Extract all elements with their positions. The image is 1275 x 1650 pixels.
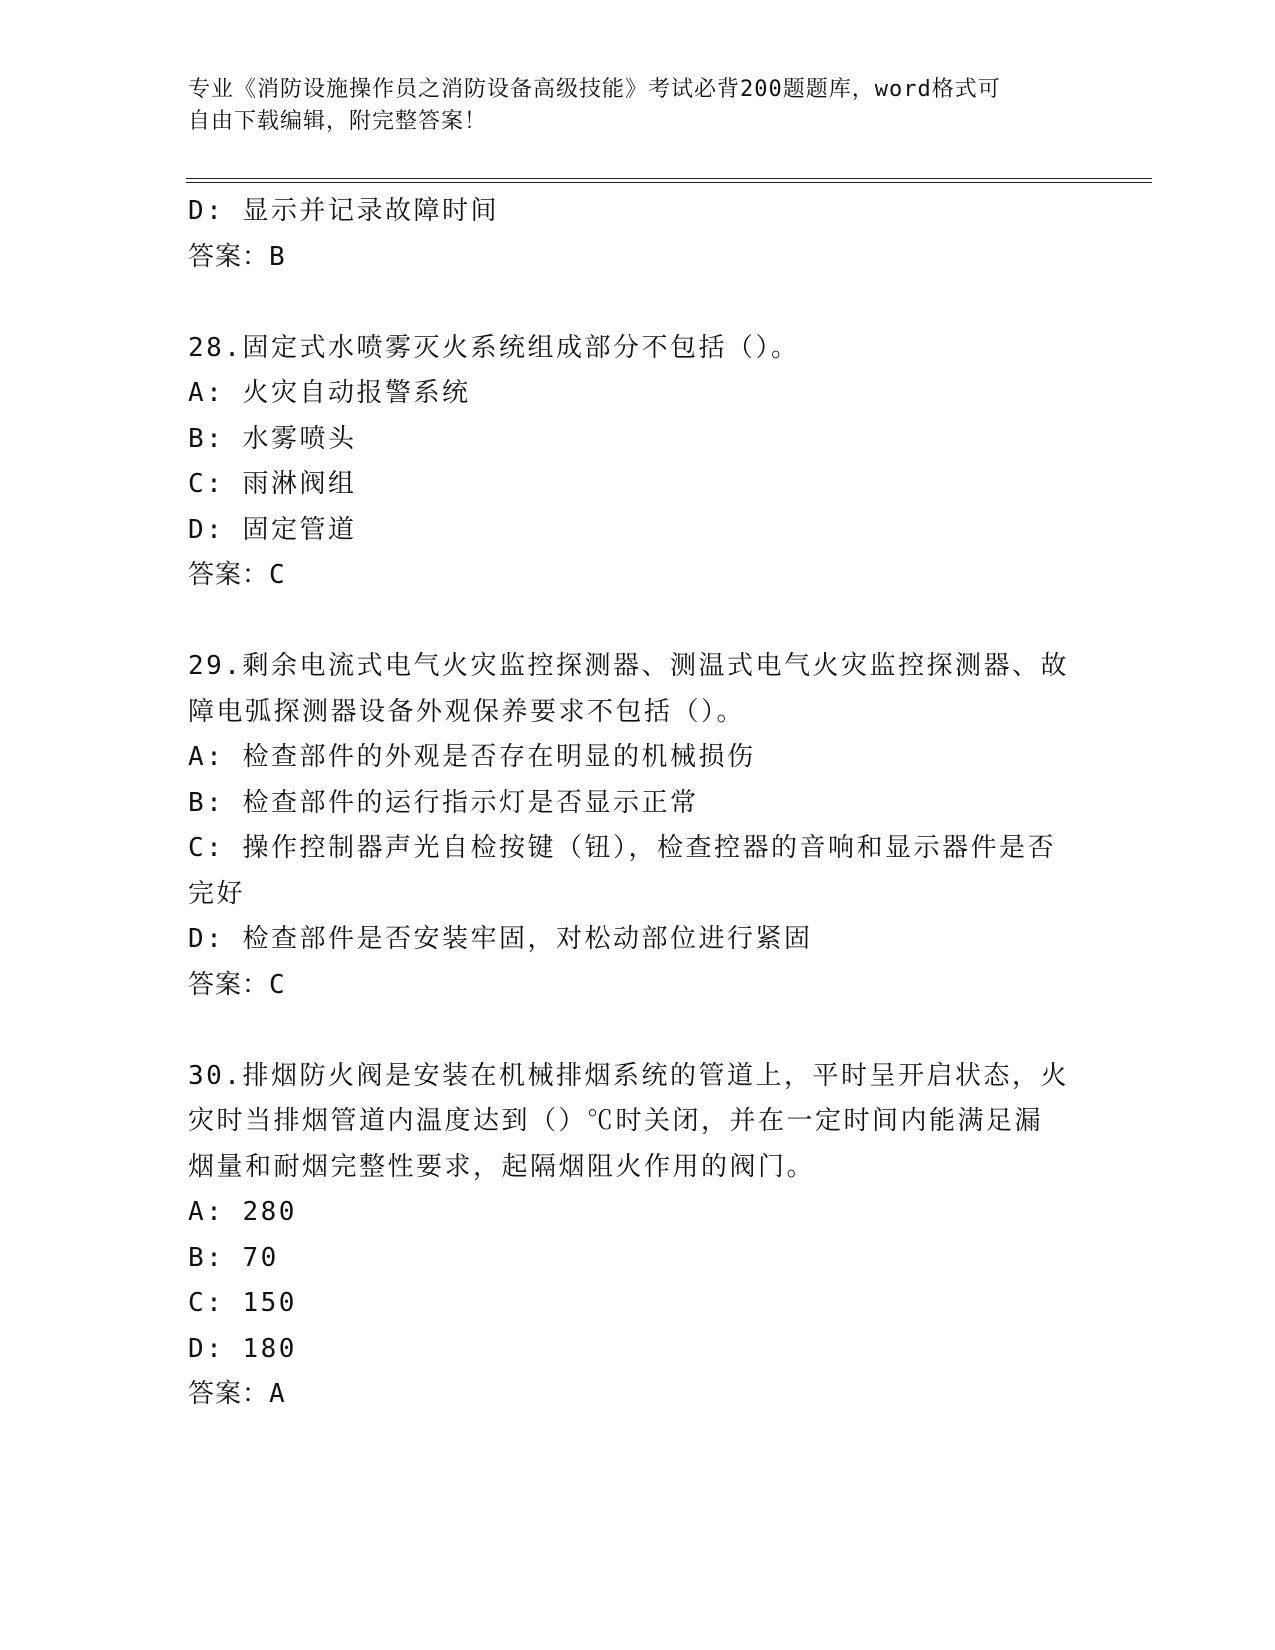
option-d: D: 180 <box>188 1333 297 1364</box>
option-a: A: 280 <box>188 1197 297 1227</box>
option-c-line-2: 完好 <box>188 878 246 909</box>
question-stem-line-1: 29.剩余电流式电气火灾监控探测器、测温式电气火灾监控探测器、故 <box>188 651 1069 681</box>
option-a: A: 火灾自动报警系统 <box>188 378 471 408</box>
answer-line: 答案：B <box>188 241 286 272</box>
option-b: B: 70 <box>188 1242 279 1273</box>
question-stem: 28.固定式水喷雾灭火系统组成部分不包括（）。 <box>188 332 800 363</box>
question-list <box>188 189 1088 1418</box>
answer-line: 答案：A <box>188 1379 286 1409</box>
answer-line: 答案：C <box>188 560 286 590</box>
question-stem-line-2: 灾时当排烟管道内温度达到（）℃时关闭，并在一定时间内能满足漏 <box>188 1106 1044 1136</box>
option-d: D: 显示并记录故障时间 <box>188 196 499 226</box>
option-d: D: 固定管道 <box>188 514 357 545</box>
question-stem-line-3: 烟量和耐烟完整性要求，起隔烟阻火作用的阀门。 <box>188 1151 816 1182</box>
previous-question-tail <box>188 189 1088 280</box>
question-stem-line-2: 障电弧探测器设备外观保养要求不包括（）。 <box>188 696 746 727</box>
question-28 <box>188 326 1088 599</box>
option-b: B: 水雾喷头 <box>188 423 357 454</box>
header-line-2: 自由下载编辑，附完整答案！ <box>188 109 488 134</box>
header-line-1: 专业《消防设施操作员之消防设备高级技能》考试必背200题题库，word格式可 <box>188 77 1001 102</box>
option-c: C: 雨淋阀组 <box>188 469 357 499</box>
option-c-line-1: C: 操作控制器声光自检按键（钮），检查控器的音响和显示器件是否 <box>188 833 1056 863</box>
question-stem-line-1: 30.排烟防火阀是安装在机械排烟系统的管道上，平时呈开启状态，火 <box>188 1060 1069 1091</box>
header-divider-top <box>186 178 1152 179</box>
option-b: B: 检查部件的运行指示灯是否显示正常 <box>188 787 699 818</box>
question-29 <box>188 644 1088 1008</box>
option-a: A: 检查部件的外观是否存在明显的机械损伤 <box>188 742 756 772</box>
document-header <box>188 74 1068 138</box>
question-30 <box>188 1054 1088 1418</box>
answer-line: 答案：C <box>188 969 286 1000</box>
spacer <box>188 599 1088 645</box>
option-d: D: 检查部件是否安装牢固，对松动部位进行紧固 <box>188 924 813 954</box>
spacer <box>188 280 1088 326</box>
option-c: C: 150 <box>188 1288 297 1318</box>
header-divider-bottom <box>186 182 1152 183</box>
spacer <box>188 1008 1088 1054</box>
